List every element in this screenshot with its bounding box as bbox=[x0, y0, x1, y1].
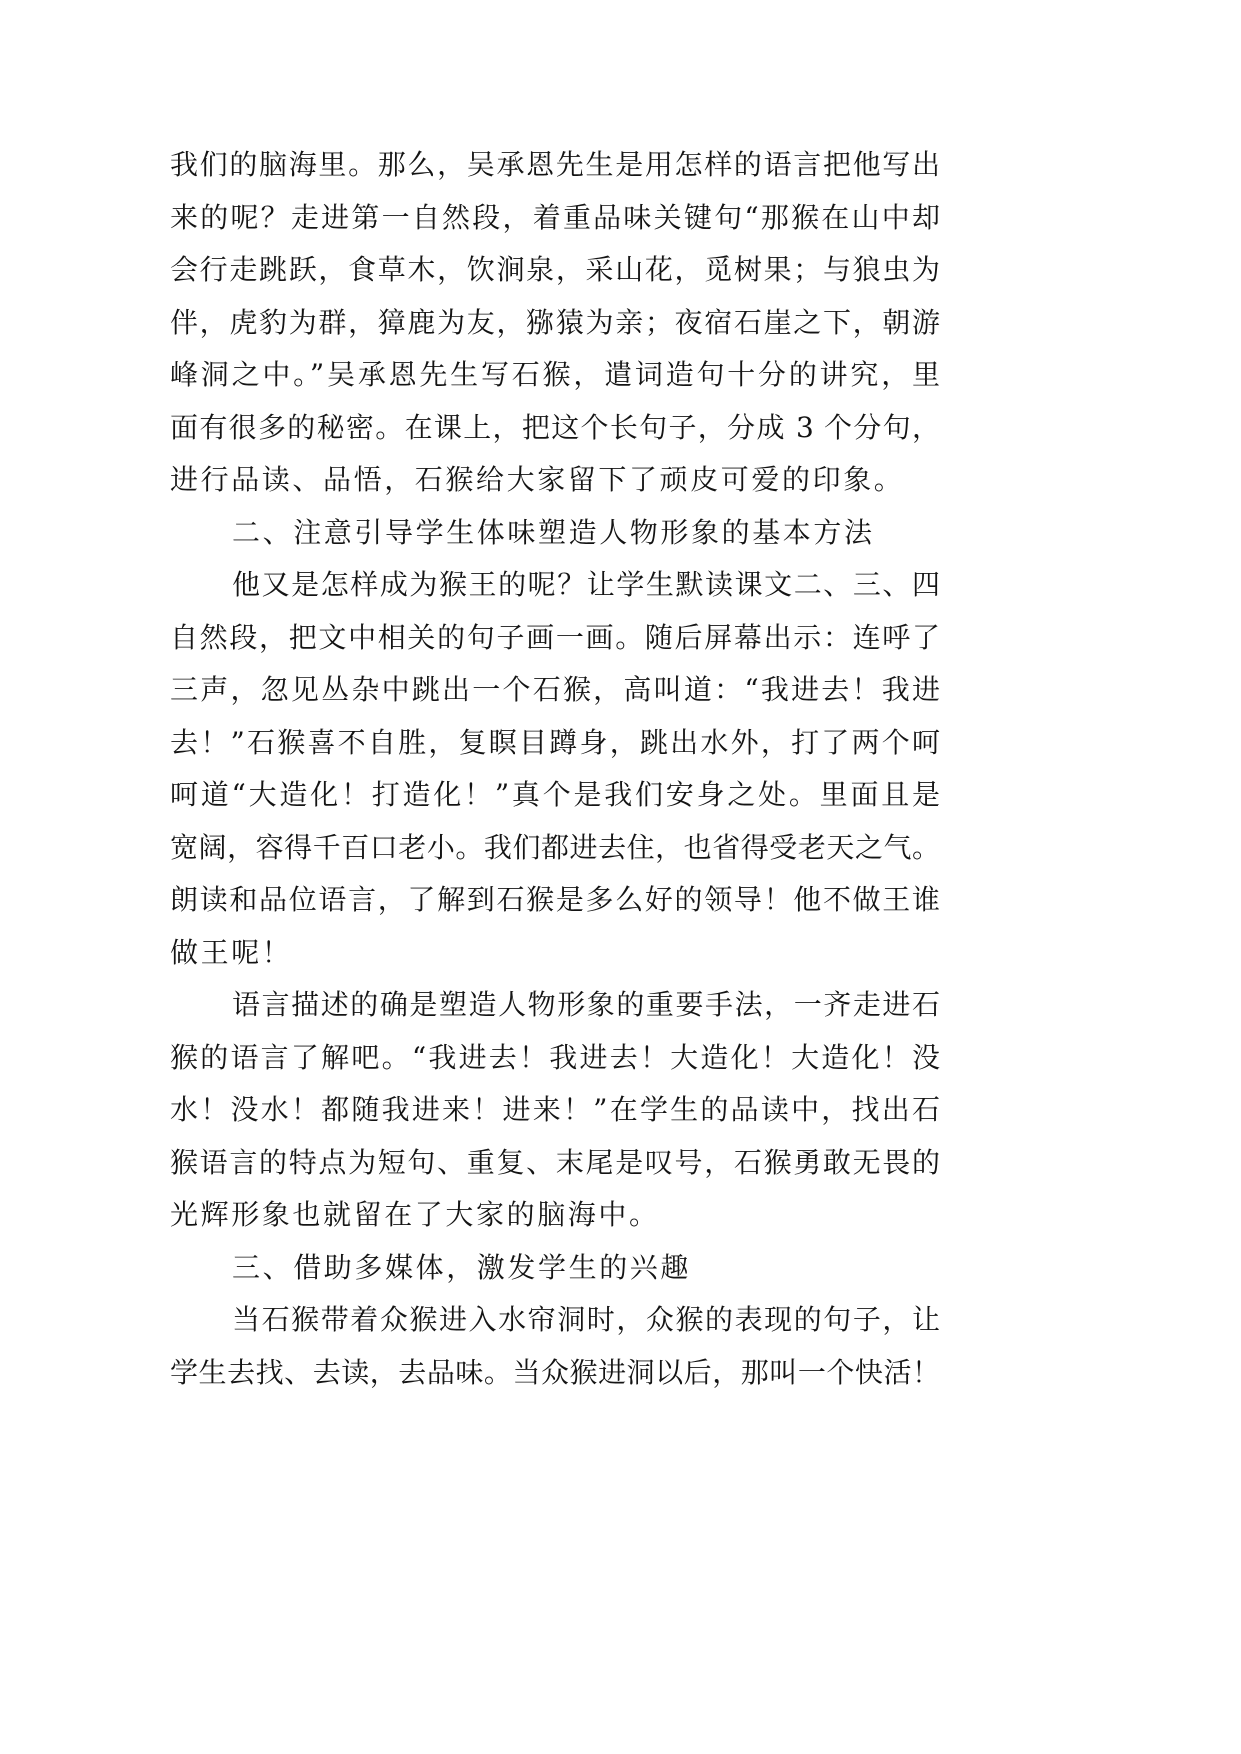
text-line: 他又是怎样成为猴王的呢？让学生默读课文二、三、四 bbox=[232, 568, 940, 601]
text-line: 来的呢？走进第一自然段，着重品味关键句“那猴在山中却 bbox=[170, 200, 940, 234]
paragraph bbox=[170, 979, 940, 1242]
text-line: 当石猴带着众猴进入水帘洞时，众猴的表现的句子，让 bbox=[232, 1303, 940, 1336]
text-line: 会行走跳跃，食草木，饮涧泉，采山花，觅树果；与狼虫为 bbox=[170, 253, 940, 286]
text-line: 光辉形象也就留在了大家的脑海中。 bbox=[170, 1198, 660, 1231]
text-line: 语言描述的确是塑造人物形象的重要手法，一齐走进石 bbox=[232, 988, 940, 1021]
text-line: 自然段，把文中相关的句子画一画。随后屏幕出示：连呼了 bbox=[170, 620, 940, 654]
text-line: 学生去找、去读，去品味。当众猴进洞以后，那叫一个快活！ bbox=[170, 1355, 940, 1389]
text-line: 伴，虎豹为群，獐鹿为友，猕猿为亲；夜宿石崖之下，朝游 bbox=[170, 305, 940, 339]
text-line: 去！”石猴喜不自胜，复瞑目蹲身，跳出水外，打了两个呵 bbox=[170, 725, 940, 759]
text-line: 水！没水！都随我进来！进来！”在学生的品读中，找出石 bbox=[170, 1093, 940, 1126]
text-line: 猴的语言了解吧。“我进去！我进去！大造化！大造化！没 bbox=[170, 1040, 940, 1074]
document-body bbox=[170, 139, 940, 1399]
text-line: 朗读和品位语言，了解到石猴是多么好的领导！他不做王谁 bbox=[170, 883, 940, 916]
text-line: 三声，忽见丛杂中跳出一个石猴，高叫道：“我进去！我进 bbox=[170, 673, 940, 706]
paragraph bbox=[170, 139, 940, 507]
text-line: 进行品读、品悟，石猴给大家留下了顽皮可爱的印象。 bbox=[170, 463, 905, 496]
text-line: 猴语言的特点为短句、重复、末尾是叹号，石猴勇敢无畏的 bbox=[170, 1145, 940, 1179]
text-line: 面有很多的秘密。在课上，把这个长句子，分成 3 个分句， bbox=[170, 410, 940, 444]
section-heading-text: 三、借助多媒体，激发学生的兴趣 bbox=[232, 1250, 692, 1284]
section-heading bbox=[170, 507, 940, 560]
text-line: 做王呢！ bbox=[170, 935, 293, 969]
text-line: 呵道“大造化！打造化！”真个是我们安身之处。里面且是 bbox=[170, 778, 940, 811]
paragraph bbox=[170, 559, 940, 979]
text-line: 峰洞之中。”吴承恩先生写石猴，遣词造句十分的讲究，里 bbox=[170, 358, 940, 391]
paragraph bbox=[170, 1294, 940, 1399]
section-heading-text: 二、注意引导学生体味塑造人物形象的基本方法 bbox=[232, 515, 875, 549]
section-heading bbox=[170, 1242, 940, 1295]
text-line: 宽阔，容得千百口老小。我们都进去住，也省得受老天之气。 bbox=[170, 830, 940, 864]
text-line: 我们的脑海里。那么，吴承恩先生是用怎样的语言把他写出 bbox=[170, 148, 940, 181]
